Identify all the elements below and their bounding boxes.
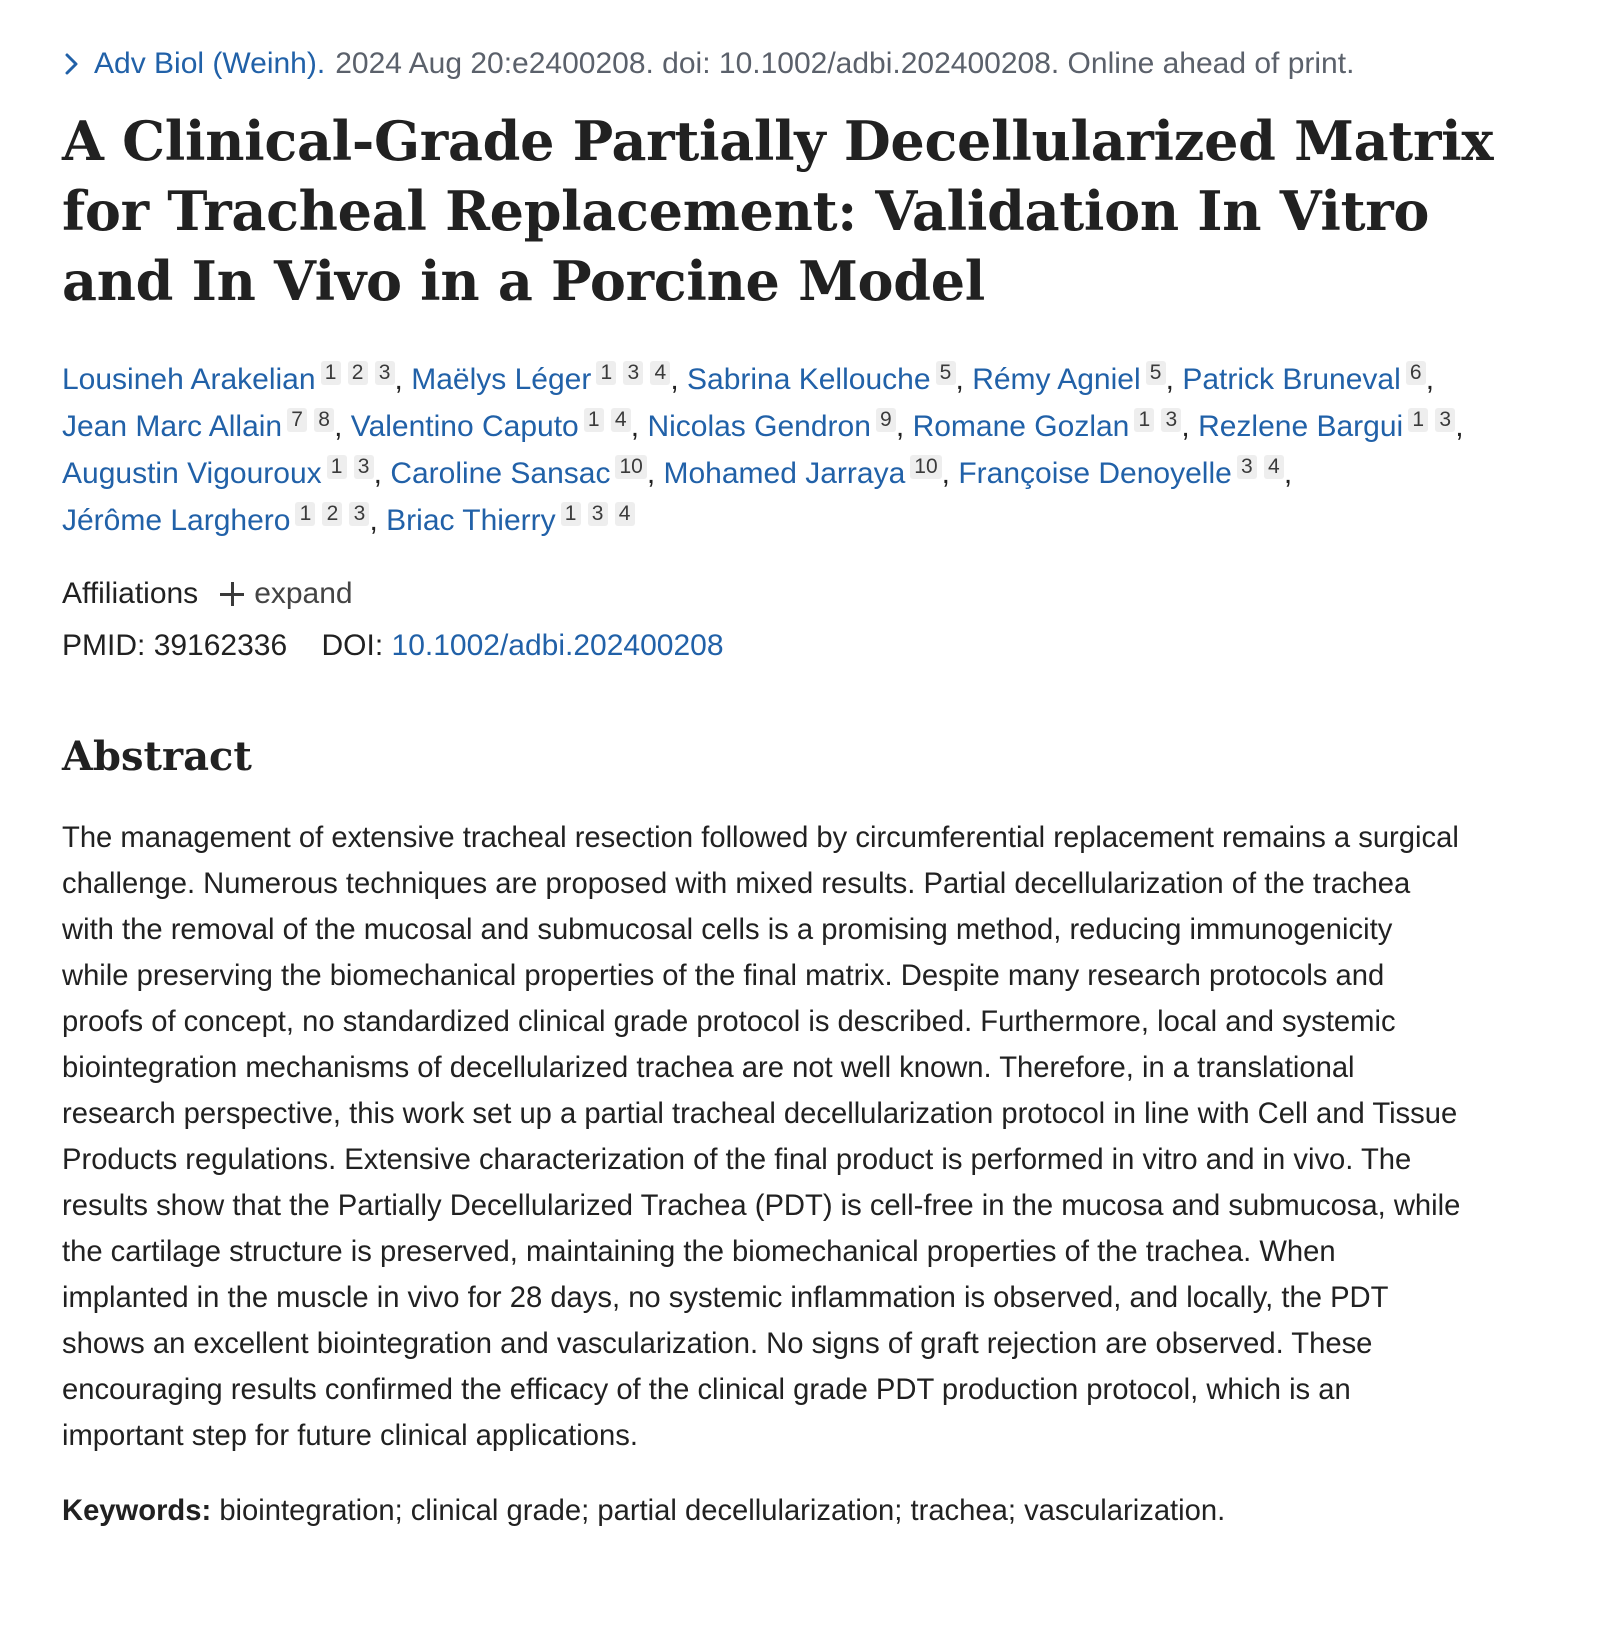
- affiliation-badge[interactable]: 2: [348, 361, 368, 385]
- author-separator: ,: [334, 410, 343, 443]
- author-name-link[interactable]: Jérôme Larghero: [62, 504, 291, 537]
- affiliation-badge[interactable]: 1: [1134, 408, 1154, 432]
- citation-details: 2024 Aug 20:e2400208. doi: 10.1002/adbi.202400208. Online ahead of print.: [335, 47, 1355, 80]
- affiliation-badge[interactable]: 1: [1408, 408, 1428, 432]
- affiliation-badge[interactable]: 4: [1264, 455, 1284, 479]
- affiliation-badge[interactable]: 3: [1435, 408, 1455, 432]
- author-item: [972, 363, 1174, 396]
- author-item: [687, 363, 964, 396]
- affiliation-badge[interactable]: 1: [596, 361, 616, 385]
- doi-link[interactable]: 10.1002/adbi.202400208: [391, 629, 724, 662]
- author-name-link[interactable]: Sabrina Kellouche: [687, 363, 931, 396]
- pmid-label: PMID:: [62, 629, 146, 662]
- keywords-label: Keywords:: [62, 1495, 212, 1528]
- keywords-value: biointegration; clinical grade; partial decellularization; trachea; vascularization.: [219, 1495, 1226, 1528]
- affiliation-badge[interactable]: 1: [295, 502, 315, 526]
- affiliation-badge[interactable]: 5: [1146, 361, 1166, 385]
- author-separator: ,: [670, 363, 679, 396]
- journal-link[interactable]: Adv Biol (Weinh).: [94, 47, 326, 80]
- author-item: [647, 410, 904, 443]
- author-separator: ,: [646, 457, 656, 490]
- author-name-link[interactable]: Françoise Denoyelle: [958, 457, 1232, 490]
- chevron-right-icon[interactable]: [62, 44, 88, 84]
- affiliation-badge[interactable]: 3: [1161, 408, 1181, 432]
- author-item: [664, 457, 950, 490]
- author-name-link[interactable]: Valentino Caputo: [350, 410, 579, 443]
- affiliation-badge[interactable]: 4: [615, 502, 635, 526]
- affiliation-badge[interactable]: 3: [623, 361, 643, 385]
- author-list: [62, 356, 1522, 544]
- author-name-link[interactable]: Rémy Agniel: [972, 363, 1141, 396]
- abstract-heading: Abstract: [62, 733, 252, 780]
- citation-line: [62, 44, 1562, 84]
- affiliation-badge[interactable]: 2: [322, 502, 342, 526]
- author-name-link[interactable]: Augustin Vigouroux: [62, 457, 322, 490]
- author-separator: ,: [1165, 363, 1174, 396]
- author-name-link[interactable]: Mohamed Jarraya: [663, 457, 906, 490]
- affiliation-badge[interactable]: 1: [321, 361, 341, 385]
- author-name-link[interactable]: Maëlys Léger: [411, 363, 592, 396]
- affiliation-badge[interactable]: 4: [611, 408, 631, 432]
- doi-label: DOI:: [321, 629, 384, 662]
- pmid-value: 39162336: [153, 629, 288, 662]
- author-item: [1182, 363, 1434, 396]
- page-title: A Clinical-Grade Partially Decellularized Matrix for Tracheal Replacement: Validation In Vitro and In Vivo in a Porcine Model: [62, 109, 1494, 313]
- author-item: [913, 410, 1190, 443]
- author-separator: ,: [1181, 410, 1190, 443]
- affiliation-badge[interactable]: 10: [910, 455, 941, 479]
- author-separator: ,: [1425, 363, 1435, 396]
- author-item: [351, 410, 639, 443]
- affiliation-badge[interactable]: 3: [375, 361, 395, 385]
- affiliations-row: [62, 574, 1562, 614]
- affiliation-badge[interactable]: 7: [287, 408, 307, 432]
- author-separator: ,: [941, 457, 950, 490]
- author-name-link[interactable]: Nicolas Gendron: [647, 410, 871, 443]
- author-separator: ,: [955, 363, 964, 396]
- author-name-link[interactable]: Rezlene Bargui: [1198, 410, 1404, 443]
- affiliation-badge[interactable]: 1: [561, 502, 581, 526]
- author-separator: ,: [630, 410, 640, 443]
- affiliation-badge[interactable]: 3: [349, 502, 369, 526]
- author-name-link[interactable]: Jean Marc Allain: [62, 410, 283, 443]
- identifiers: [62, 626, 1562, 666]
- author-name-link[interactable]: Caroline Sansac: [390, 457, 611, 490]
- author-item: [386, 504, 634, 537]
- affiliation-badge[interactable]: 3: [354, 455, 374, 479]
- keywords: [62, 1488, 1562, 1534]
- author-item: [958, 457, 1292, 490]
- affiliation-badge[interactable]: 6: [1406, 361, 1426, 385]
- affiliation-badge[interactable]: 1: [584, 408, 604, 432]
- affiliation-badge[interactable]: 8: [314, 408, 334, 432]
- abstract-text: The management of extensive tracheal resection followed by circumferential replacement remains a surgical challenge. Numerous techniques are proposed with mixed results. Partial decellularization of the trachea with the removal of the mucosal and submucosal cells is a promising method, reducing immunogenicity while preserving the biomechanical properties of the final matrix. Despite many research protocols and proofs of concept, no standardized clinical grade protocol is described. Furthermore, local and systemic biointegration mechanisms of decellularized trachea are not well known. Therefore, in a translational research perspective, this work set up a partial tracheal decellularization protocol in line with Cell and Tissue Products regulations. Extensive characterization of the final product is performed in vitro and in vivo. The results show that the Partially Decellularized Trachea (PDT) is cell-free in the mucosa and submucosa, while the cartilage structure is preserved, maintaining the biomechanical properties of the trachea. When implanted in the muscle in vivo for 28 days, no systemic inflammation is observed, and locally, the PDT shows an excellent biointegration and vascularization. No signs of graft rejection are observed. These encouraging results confirmed the efficacy of the clinical grade PDT production protocol, which is an important step for future clinical applications.: [62, 822, 1461, 1453]
- affiliation-badge[interactable]: 3: [588, 502, 608, 526]
- author-separator: ,: [369, 504, 378, 537]
- article-page: [62, 44, 1562, 1534]
- affiliation-badge[interactable]: 5: [936, 361, 956, 385]
- author-item: [1198, 410, 1463, 443]
- affiliations-label: Affiliations: [62, 577, 199, 610]
- author-name-link[interactable]: Patrick Bruneval: [1182, 363, 1401, 396]
- affiliation-badge[interactable]: 1: [327, 455, 347, 479]
- author-separator: ,: [895, 410, 905, 443]
- affiliation-badge[interactable]: 3: [1237, 455, 1257, 479]
- author-separator: ,: [373, 457, 382, 490]
- author-separator: ,: [1455, 410, 1464, 443]
- author-item: [411, 363, 678, 396]
- author-item: [62, 504, 378, 537]
- author-name-link[interactable]: Lousineh Arakelian: [62, 363, 316, 396]
- author-item: [62, 363, 403, 396]
- author-separator: ,: [1283, 457, 1293, 490]
- author-name-link[interactable]: Romane Gozlan: [912, 410, 1130, 443]
- affiliation-badge[interactable]: 9: [876, 408, 896, 432]
- author-item: [62, 457, 382, 490]
- affiliation-badge[interactable]: 10: [615, 455, 646, 479]
- author-item: [62, 410, 342, 443]
- author-separator: ,: [394, 363, 403, 396]
- plus-icon[interactable]: [220, 582, 244, 606]
- author-name-link[interactable]: Briac Thierry: [386, 504, 556, 537]
- author-item: [390, 457, 655, 490]
- expand-affiliations-button[interactable]: expand: [254, 577, 353, 610]
- affiliation-badge[interactable]: 4: [650, 361, 670, 385]
